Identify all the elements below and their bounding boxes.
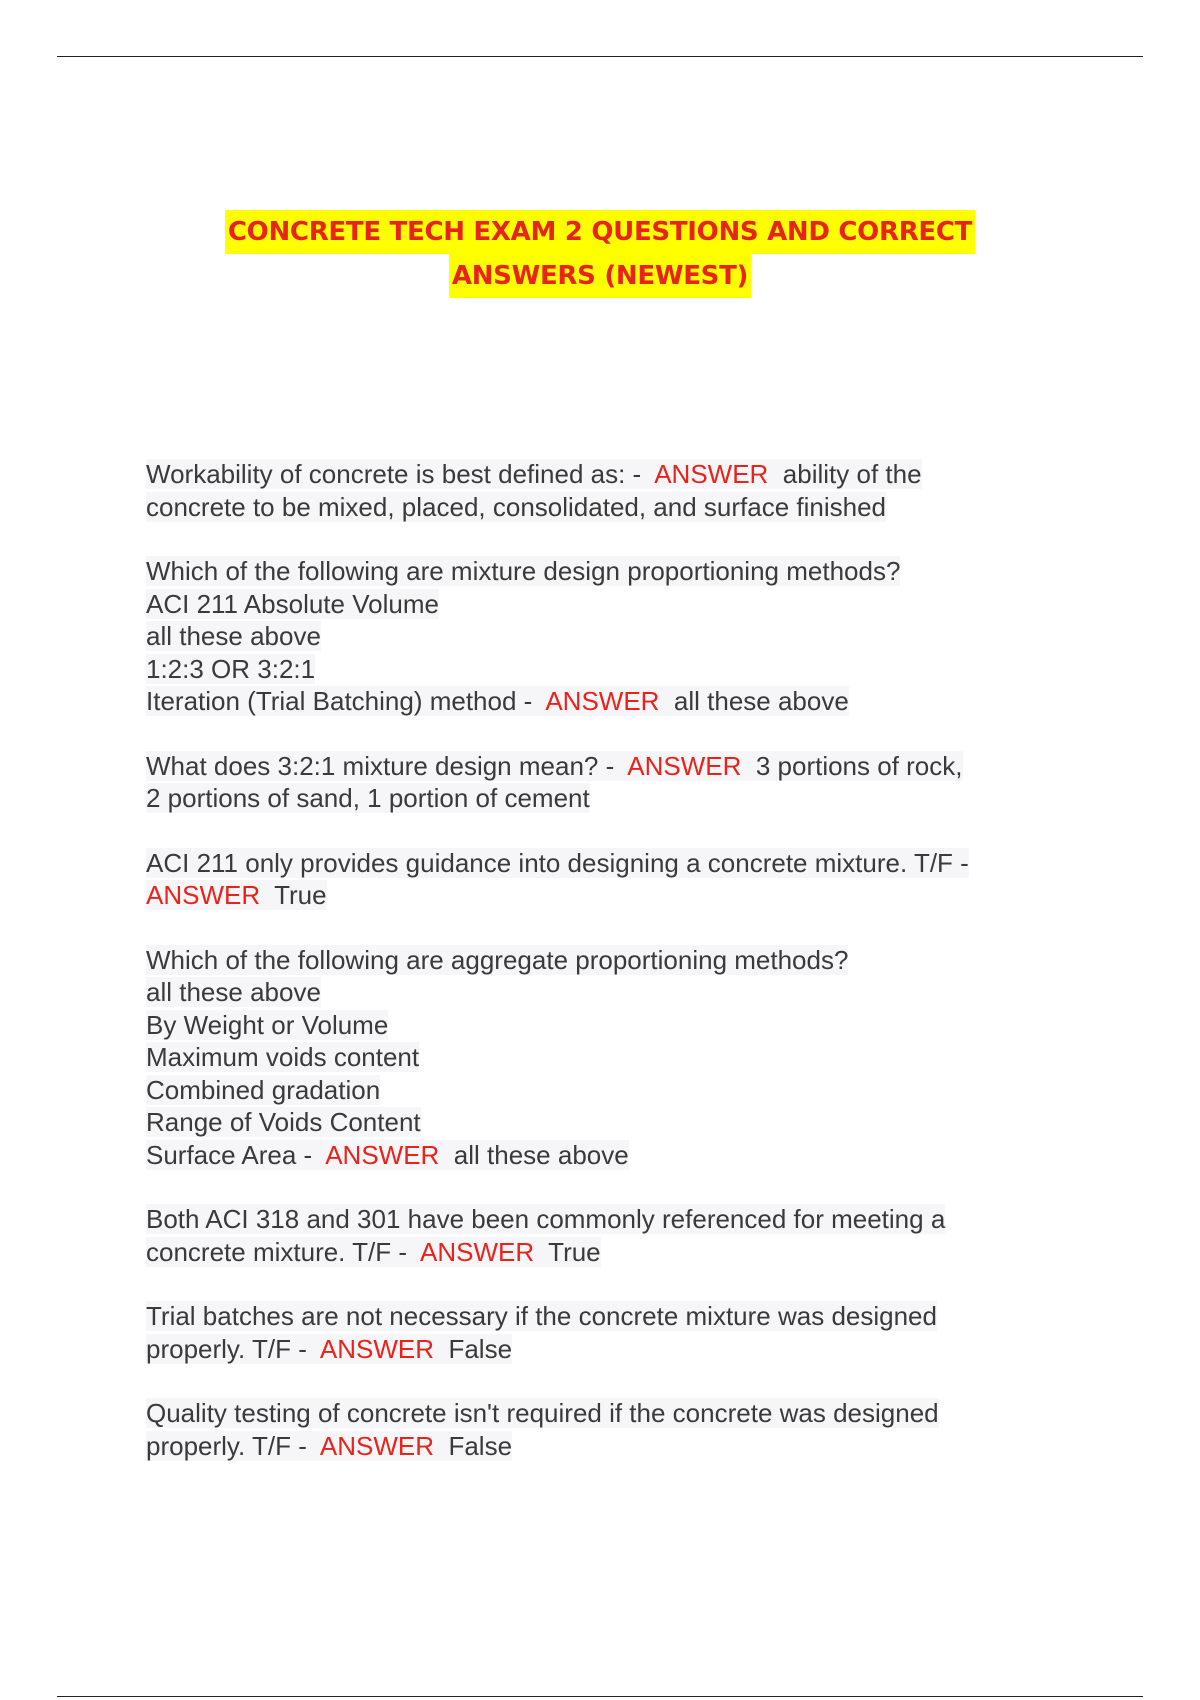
qa-line-text: [146, 1301, 937, 1331]
qa-item: [146, 750, 1066, 815]
qa-line: [146, 879, 1066, 912]
qa-text: all these above: [146, 621, 321, 651]
qa-line: [146, 1397, 1066, 1430]
qa-text: Trial batches are not necessary if the concrete mixture was designed: [146, 1301, 937, 1331]
qa-line-text: [146, 1398, 939, 1428]
qa-item: [146, 458, 1066, 523]
qa-line: [146, 1139, 1066, 1172]
qa-text: Quality testing of concrete isn't required if the concrete was designed: [146, 1398, 939, 1428]
qa-text: ACI 211 Absolute Volume: [146, 588, 439, 619]
qa-item: [146, 944, 1066, 1172]
qa-line: [146, 847, 1066, 880]
answer-text: ability of the: [768, 459, 922, 489]
qa-line-text: [146, 945, 848, 975]
qa-line: [146, 555, 1066, 588]
qa-text: properly. T/F -: [146, 1430, 320, 1461]
qa-line-text: [146, 1010, 388, 1040]
qa-text: Range of Voids Content: [146, 1107, 421, 1137]
qa-line: [146, 1203, 1066, 1236]
qa-text: concrete mixture. T/F -: [146, 1236, 421, 1267]
answer-label: ANSWER: [146, 880, 261, 910]
qa-line-text: [146, 589, 439, 619]
qa-line-text: [146, 1042, 419, 1072]
answer-text: all these above: [659, 686, 849, 716]
qa-line-text: [146, 1431, 512, 1461]
answer-text: True: [534, 1236, 601, 1267]
qa-item: [146, 1203, 1066, 1268]
answer-text: False: [434, 1430, 513, 1461]
title-line-1: CONCRETE TECH EXAM 2 QUESTIONS AND CORRECT: [225, 210, 975, 254]
answer-label: ANSWER: [545, 686, 660, 716]
qa-line-text: [146, 654, 315, 684]
qa-line: [146, 458, 1066, 491]
qa-text: Surface Area -: [146, 1139, 326, 1170]
qa-line: [146, 1074, 1066, 1107]
qa-line-text: [146, 1107, 421, 1137]
qa-item: [146, 847, 1066, 912]
answer-label: ANSWER: [319, 1430, 434, 1461]
title-line-2: ANSWERS (NEWEST): [449, 254, 751, 298]
qa-text: Both ACI 318 and 301 have been commonly referenced for meeting a: [146, 1204, 946, 1234]
qa-text: ACI 211 only provides guidance into designing a concrete mixture. T/F -: [146, 847, 969, 878]
qa-line-text: [146, 1075, 380, 1105]
answer-text: 3 portions of rock,: [741, 750, 963, 781]
footer-divider: [57, 1696, 1143, 1697]
qa-line-text: [146, 621, 321, 651]
answer-label: ANSWER: [325, 1139, 440, 1170]
qa-text: Which of the following are mixture design proportioning methods?: [146, 556, 901, 586]
qa-line-text: [146, 848, 969, 878]
qa-line: [146, 1236, 1066, 1269]
qa-line-text: [146, 1334, 512, 1364]
qa-line: [146, 1300, 1066, 1333]
qa-text: Iteration (Trial Batching) method -: [146, 686, 546, 716]
answer-label: ANSWER: [627, 750, 742, 781]
qa-line: [146, 1106, 1066, 1139]
qa-line: [146, 685, 1066, 718]
qa-text: concrete to be mixed, placed, consolidated, and surface finished: [146, 491, 887, 522]
qa-line-text: [146, 459, 922, 489]
qa-line: [146, 1333, 1066, 1366]
header-divider: [57, 56, 1143, 57]
qa-line: [146, 491, 1066, 524]
qa-line: [146, 1430, 1066, 1463]
qa-line-text: [146, 1237, 601, 1267]
qa-line-text: [146, 1204, 945, 1234]
qa-line-text: [146, 977, 321, 1007]
question-answer-list: [146, 458, 1066, 1494]
qa-item: [146, 555, 1066, 718]
qa-line: [146, 620, 1066, 653]
qa-line: [146, 653, 1066, 686]
qa-line: [146, 588, 1066, 621]
qa-line-text: [146, 492, 886, 522]
document-title: [0, 210, 1200, 298]
answer-label: ANSWER: [319, 1333, 434, 1364]
qa-text: Which of the following are aggregate proportioning methods?: [146, 944, 849, 975]
qa-line: [146, 782, 1066, 815]
qa-line: [146, 750, 1066, 783]
qa-item: [146, 1397, 1066, 1462]
qa-line: [146, 1009, 1066, 1042]
qa-text: By Weight or Volume: [146, 1009, 389, 1040]
qa-text: 1:2:3 OR 3:2:1: [146, 653, 316, 684]
answer-text: False: [434, 1333, 513, 1364]
qa-text: properly. T/F -: [146, 1333, 320, 1364]
answer-label: ANSWER: [420, 1236, 535, 1267]
qa-text: 2 portions of sand, 1 portion of cement: [146, 783, 590, 813]
qa-line-text: [146, 1140, 629, 1170]
qa-text: Combined gradation: [146, 1074, 381, 1105]
qa-line-text: [146, 686, 849, 716]
qa-text: all these above: [146, 977, 321, 1007]
qa-line: [146, 1041, 1066, 1074]
qa-item: [146, 1300, 1066, 1365]
qa-line: [146, 976, 1066, 1009]
answer-text: True: [260, 880, 327, 910]
qa-text: What does 3:2:1 mixture design mean? -: [146, 750, 628, 781]
qa-line-text: [146, 880, 327, 910]
qa-line-text: [146, 751, 963, 781]
qa-text: Workability of concrete is best defined as: -: [146, 459, 655, 489]
qa-line-text: [146, 783, 590, 813]
qa-line-text: [146, 556, 900, 586]
answer-label: ANSWER: [654, 459, 769, 489]
qa-text: Maximum voids content: [146, 1042, 420, 1072]
answer-text: all these above: [439, 1139, 629, 1170]
qa-line: [146, 944, 1066, 977]
